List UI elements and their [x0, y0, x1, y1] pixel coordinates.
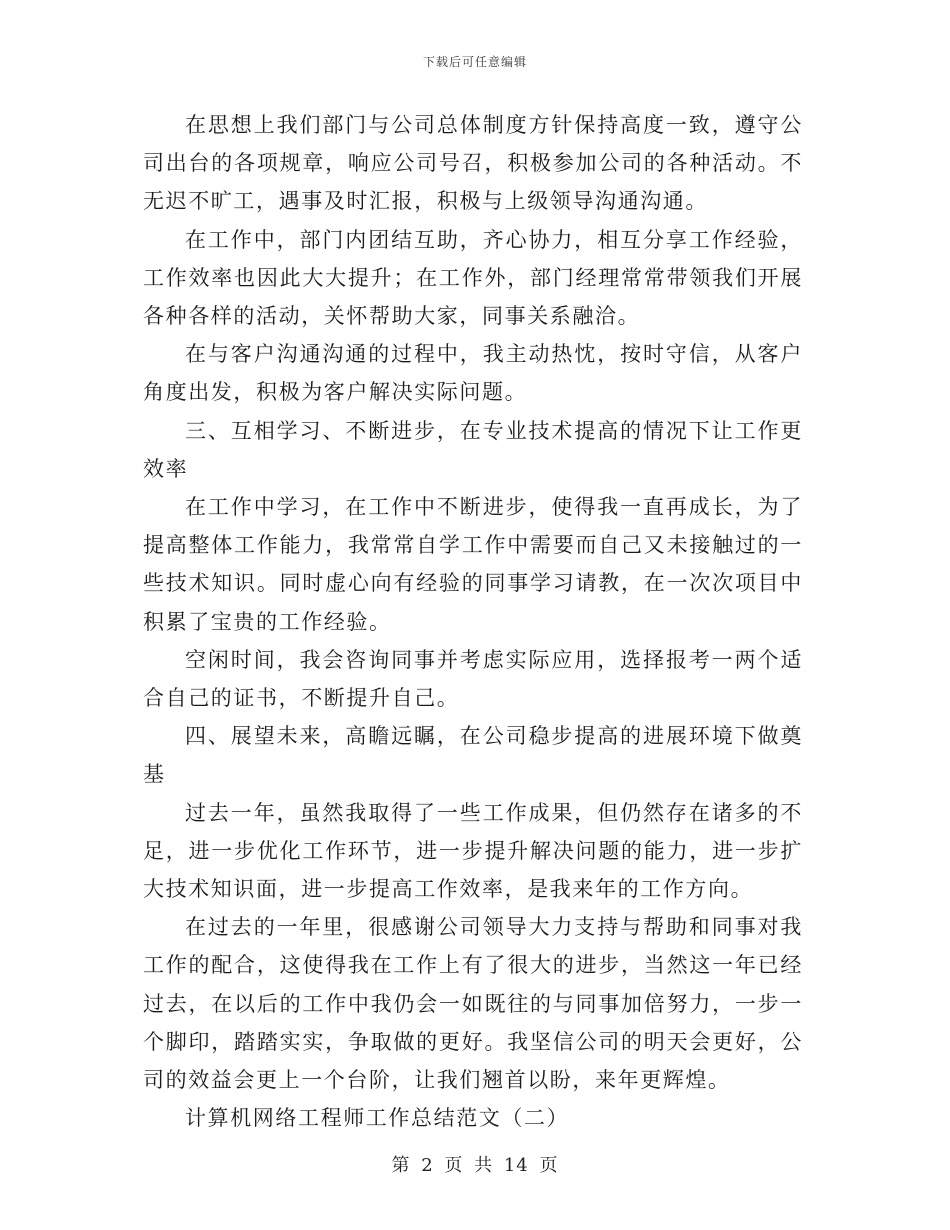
page-header: 下载后可任意编辑 — [422, 55, 527, 69]
paragraph-certificates: 空闲时间，我会咨询同事并考虑实际应用，选择报考一两个适合自己的证书，不断提升自己。 — [143, 647, 803, 711]
section-heading-learning: 三、互相学习、不断进步，在专业技术提高的情况下让工作更效率 — [143, 418, 803, 481]
section-heading-future: 四、展望未来，高瞻远瞩，在公司稳步提高的进展环境下做奠基 — [143, 724, 803, 787]
paragraph-discipline: 在思想上我们部门与公司总体制度方针保持高度一致，遵守公司出台的各项规章，响应公司号召，积极参加公司的各种活动。不无迟不旷工，遇事及时汇报，积极与上级领导沟通沟通。 — [143, 113, 803, 214]
paragraph-thanks: 在过去的一年里，很感谢公司领导大力支持与帮助和同事对我工作的配合，这使得我在工作上有了很大的进步，当然这一年已经过去，在以后的工作中我仍会一如既往的与同事加倍努力，一步一个脚印，踏踏实实，争取做的更好。我坚信公司的明天会更好，公司的效益会更上一个台阶，让我们翘首以盼，来年更辉煌。 — [143, 915, 803, 1093]
paragraph-next-title: 计算机网络工程师工作总结范文（二） — [185, 1106, 570, 1131]
document-body — [143, 106, 803, 1137]
paragraph-learning: 在工作中学习，在工作中不断进步，使得我一直再成长，为了提高整体工作能力，我常常自学工作中需要而自己又未接触过的一些技术知识。同时虚心向有经验的同事学习请教，在一次次项目中积累了宝贵的工作经验。 — [143, 495, 803, 634]
paragraph-teamwork: 在工作中，部门内团结互助，齐心协力，相互分享工作经验，工作效率也因此大大提升；在工作外，部门经理常常带领我们开展各种各样的活动，关怀帮助大家，同事关系融洽。 — [143, 227, 803, 329]
page-footer: 第 2 页 共 14 页 — [391, 1155, 559, 1176]
paragraph-shortcomings: 过去一年，虽然我取得了一些工作成果，但仍然存在诸多的不足，进一步优化工作环节，进一步提升解决问题的能力，进一步扩大技术知识面，进一步提高工作效率，是我来年的工作方向。 — [143, 800, 803, 902]
paragraph-customer: 在与客户沟通沟通的过程中，我主动热忱，按时守信，从客户角度出发，积极为客户解决实际问题。 — [143, 342, 803, 405]
